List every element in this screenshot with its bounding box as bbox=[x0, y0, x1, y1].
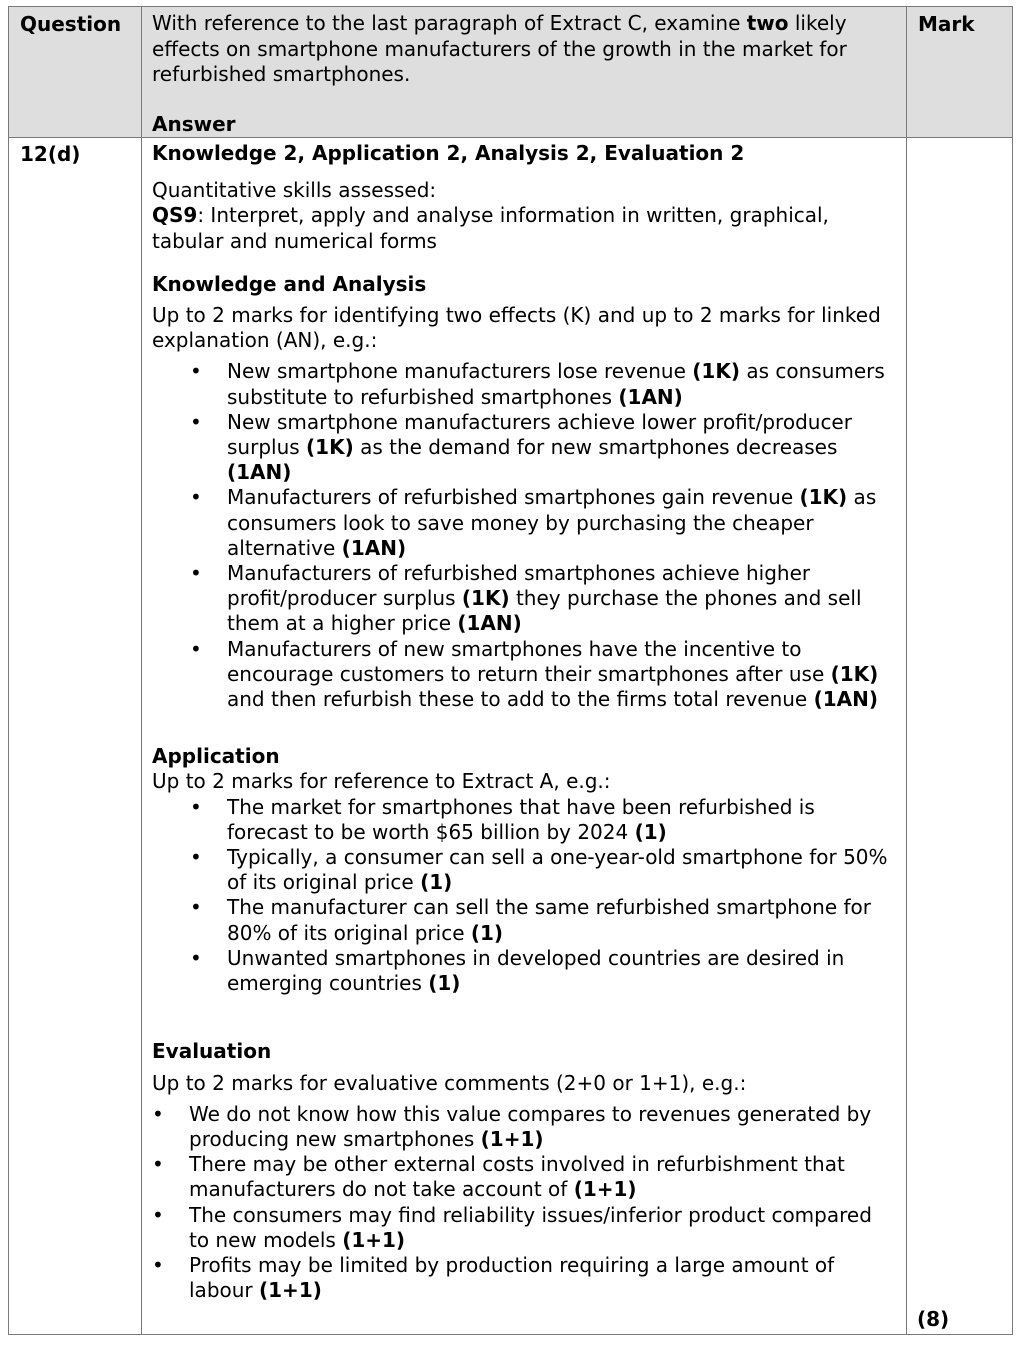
application-section bbox=[152, 744, 896, 996]
question-column-label: Question bbox=[20, 12, 122, 36]
list-item: • New smartphone manufacturers lose revenue (1K) as consumers substitute to refurbished smartphones (1AN) bbox=[152, 359, 896, 409]
header-row bbox=[9, 7, 1013, 138]
list-item: • The manufacturer can sell the same refurbished smartphone for 80% of its original price (1) bbox=[152, 895, 896, 945]
list-item: • Unwanted smartphones in developed countries are desired in emerging countries (1) bbox=[152, 946, 896, 996]
qs9-description: QS9: Interpret, apply and analyse information in written, graphical, tabular and numerical forms bbox=[152, 203, 829, 253]
bullet-list bbox=[152, 1102, 896, 1304]
list-item: • Manufacturers of refurbished smartphones gain revenue (1K) as consumers look to save money by purchasing the cheaper alternative (1AN) bbox=[152, 485, 896, 561]
list-item: • Profits may be limited by production requiring a large amount of labour (1+1) bbox=[152, 1253, 896, 1303]
list-item: • There may be other external costs involved in refurbishment that manufacturers do not take account of (1+1) bbox=[152, 1152, 896, 1202]
list-item: • Typically, a consumer can sell a one-year-old smartphone for 50% of its original price (1) bbox=[152, 845, 896, 895]
question-prompt: With reference to the last paragraph of Extract C, examine two likely effects on smartphone manufacturers of the growth in the market for refurbished smartphones. bbox=[152, 11, 847, 86]
bullet-list bbox=[152, 795, 896, 997]
marks-breakdown: Knowledge 2, Application 2, Analysis 2, Evaluation 2 bbox=[152, 141, 745, 165]
knowledge-analysis-section bbox=[152, 272, 896, 712]
section-intro: Up to 2 marks for evaluative comments (2+0 or 1+1), e.g.: bbox=[152, 1070, 747, 1095]
question-number-cell bbox=[9, 138, 142, 1335]
list-item: • Manufacturers of refurbished smartphones achieve higher profit/producer surplus (1K) they purchase the phones and sell them at a higher price (1AN) bbox=[152, 561, 896, 637]
answer-cell bbox=[142, 138, 907, 1335]
question-header-cell bbox=[9, 7, 142, 138]
total-marks: (8) bbox=[917, 1307, 950, 1331]
mark-column-label: Mark bbox=[918, 12, 975, 36]
list-item: • The consumers may find reliability issues/inferior product compared to new models (1+1) bbox=[152, 1203, 896, 1253]
mark-cell bbox=[907, 138, 1013, 1335]
answer-row bbox=[9, 138, 1013, 1335]
section-heading: Knowledge and Analysis bbox=[152, 271, 427, 296]
list-item: • Manufacturers of new smartphones have the incentive to encourage customers to return their smartphones after use (1K) and then refurbish these to add to the firms total revenue (1AN) bbox=[152, 637, 896, 713]
list-item: • New smartphone manufacturers achieve lower profit/producer surplus (1K) as the demand for new smartphones decreases (1AN) bbox=[152, 410, 896, 486]
mark-scheme-table bbox=[8, 6, 1013, 1335]
evaluation-section bbox=[152, 1039, 896, 1303]
section-heading: Evaluation bbox=[152, 1039, 272, 1064]
section-intro: Up to 2 marks for reference to Extract A, e.g.: bbox=[152, 769, 611, 794]
question-text-cell bbox=[142, 7, 907, 138]
section-heading: Application bbox=[152, 744, 280, 769]
quantitative-skills bbox=[152, 178, 896, 254]
list-item: • We do not know how this value compares to revenues generated by producing new smartphones (1+1) bbox=[152, 1102, 896, 1152]
section-intro: Up to 2 marks for identifying two effects (K) and up to 2 marks for linked explanation (AN), e.g.: bbox=[152, 303, 881, 353]
question-number: 12(d) bbox=[20, 142, 81, 166]
question-emphasis: two bbox=[746, 11, 789, 35]
answer-label: Answer bbox=[152, 111, 236, 136]
bullet-list bbox=[152, 359, 896, 712]
list-item: • The market for smartphones that have been refurbished is forecast to be worth $65 billion by 2024 (1) bbox=[152, 795, 896, 845]
qs-intro: Quantitative skills assessed: bbox=[152, 178, 437, 203]
mark-header-cell bbox=[907, 7, 1013, 138]
